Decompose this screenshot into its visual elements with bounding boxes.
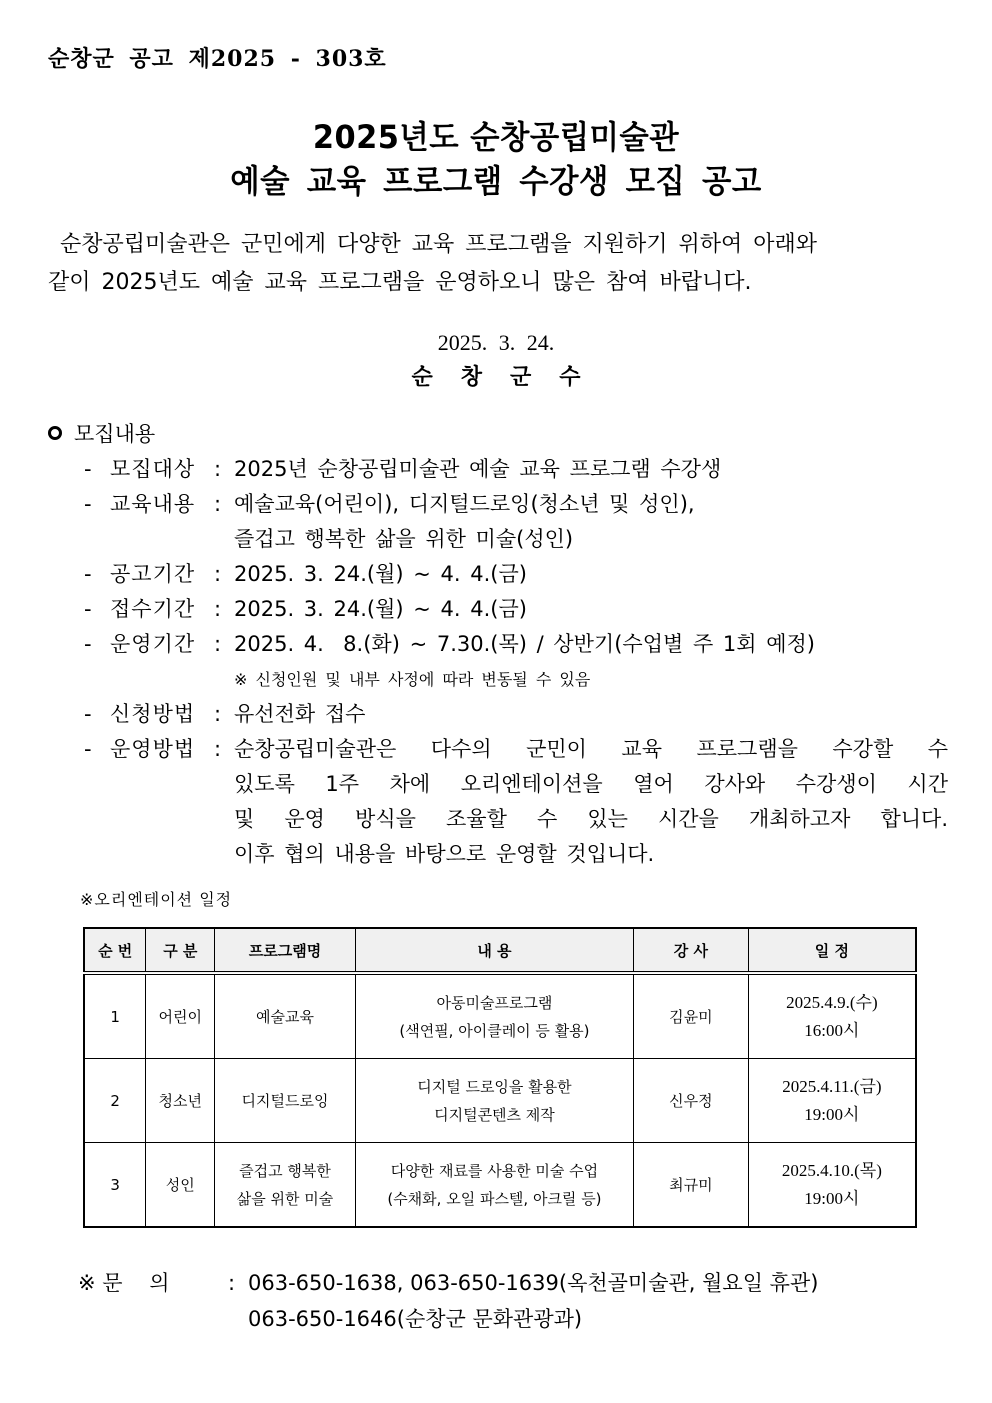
detail-value: 예술교육(어린이), 디지털드로잉(청소년 및 성인), (234, 492, 695, 516)
table-row (84, 1059, 916, 1143)
issuer: 순창군수 (411, 365, 609, 390)
colon: : (214, 632, 222, 656)
schedule-label: ※오리엔테이션 일정 (80, 890, 233, 909)
contact-info (78, 1265, 818, 1337)
detail-value: 2025. 4. 8.(화) ~ 7.30.(목) / 상반기(수업별 주 1회 예정) (234, 632, 815, 656)
detail-value: 2025. 3. 24.(월) ~ 4. 4.(금) (234, 597, 527, 621)
detail-item-application-period (84, 592, 954, 627)
detail-item-content (84, 487, 954, 557)
content-line: (수채화, 오일 파스텔, 아크릴 등) (387, 1189, 602, 1208)
notice-number: 순창군 공고 제2025 - 303호 (48, 46, 387, 72)
detail-item-operation-method (84, 732, 954, 872)
detail-item-target (84, 452, 954, 487)
intro-paragraph (48, 226, 948, 302)
content-line: 디지털 드로잉을 활용한 (417, 1077, 572, 1096)
recruitment-details (84, 452, 954, 872)
section-title: 모집내용 (74, 422, 156, 446)
page-title-line1: 2025년도 순창공립미술관 (312, 118, 680, 156)
colon: : (214, 562, 222, 586)
cell-instructor: 신우정 (634, 1059, 749, 1143)
detail-label: 운영방법 (110, 737, 196, 761)
detail-value: 유선전화 접수 (234, 702, 366, 726)
colon: : (214, 492, 222, 516)
table-row (84, 973, 916, 1059)
detail-value: 이후 협의 내용을 바탕으로 운영할 것입니다. (234, 842, 655, 866)
header-program: 프로그램명 (215, 928, 356, 973)
dash: - (84, 702, 92, 726)
program-line: 예술교육 (256, 1007, 315, 1026)
cell-content (355, 1143, 633, 1228)
cell-program (215, 973, 356, 1059)
colon: : (214, 702, 222, 726)
dash: - (84, 562, 92, 586)
header-schedule: 일 정 (748, 928, 916, 973)
contact-label: ※ 문 의 (78, 1271, 170, 1295)
intro-line1: 순창공립미술관은 군민에게 다양한 교육 프로그램을 지원하기 위하여 아래와 (60, 232, 818, 257)
section-heading (48, 418, 155, 448)
dash: - (84, 632, 92, 656)
contact-phone-line1: 063-650-1638, 063-650-1639(옥천골미술관, 월요일 휴관) (248, 1271, 819, 1295)
colon: : (228, 1271, 236, 1295)
cell-category: 어린이 (146, 973, 215, 1059)
detail-label: 운영기간 (110, 632, 196, 656)
table-header-row (84, 928, 916, 973)
header-instructor: 강 사 (634, 928, 749, 973)
cell-schedule (748, 1059, 916, 1143)
detail-value: 및 운영 방식을 조율할 수 있는 시간을 개최하고자 합니다. (234, 807, 948, 831)
cell-category: 청소년 (146, 1059, 215, 1143)
content-line: 디지털콘텐츠 제작 (434, 1105, 555, 1124)
detail-value: 2025년 순창공립미술관 예술 교육 프로그램 수강생 (234, 457, 722, 481)
detail-item-notice-period (84, 557, 954, 592)
schedule-time: 16:00시 (804, 1020, 860, 1040)
detail-value: 2025. 3. 24.(월) ~ 4. 4.(금) (234, 562, 527, 586)
orientation-schedule-table (83, 927, 917, 1228)
content-line: (색연필, 아이클레이 등 활용) (399, 1021, 590, 1040)
dash: - (84, 492, 92, 516)
detail-value: 순창공립미술관은 다수의 군민이 교육 프로그램을 수강할 수 (234, 737, 948, 761)
detail-label: 모집대상 (110, 457, 196, 481)
contact-phone-line2: 063-650-1646(순창군 문화관광과) (248, 1307, 583, 1331)
cell-content (355, 973, 633, 1059)
detail-item-application-method (84, 697, 954, 732)
intro-line2: 같이 2025년도 예술 교육 프로그램을 운영하오니 많은 참여 바랍니다. (48, 270, 752, 295)
header-category: 구 분 (146, 928, 215, 973)
program-line: 삶을 위한 미술 (236, 1189, 334, 1208)
detail-label: 신청방법 (110, 702, 196, 726)
announcement-date: 2025. 3. 24. (437, 330, 555, 355)
schedule-time: 19:00시 (804, 1104, 860, 1124)
program-line: 즐겁고 행복한 (239, 1161, 331, 1180)
cell-schedule (748, 973, 916, 1059)
content-line: 다양한 재료를 사용한 미술 수업 (390, 1161, 599, 1180)
dash: - (84, 457, 92, 481)
detail-label: 교육내용 (110, 492, 196, 516)
cell-content (355, 1059, 633, 1143)
cell-no: 1 (84, 973, 146, 1059)
schedule-date: 2025.4.11.(금) (782, 1076, 882, 1096)
colon: : (214, 737, 222, 761)
schedule-date: 2025.4.10.(목) (781, 1160, 882, 1180)
cell-instructor: 김윤미 (634, 973, 749, 1059)
detail-item-operation-period (84, 627, 954, 697)
colon: : (214, 457, 222, 481)
header-no: 순 번 (84, 928, 146, 973)
cell-program (215, 1143, 356, 1228)
detail-note: ※ 신청인원 및 내부 사정에 따라 변동될 수 있음 (234, 670, 591, 689)
schedule-date: 2025.4.9.(수) (786, 992, 878, 1012)
cell-no: 3 (84, 1143, 146, 1228)
cell-category: 성인 (146, 1143, 215, 1228)
cell-instructor: 최규미 (634, 1143, 749, 1228)
cell-no: 2 (84, 1059, 146, 1143)
dash: - (84, 597, 92, 621)
detail-value: 있도록 1주 차에 오리엔테이션을 열어 강사와 수강생이 시간 (234, 772, 948, 796)
page-title-line2: 예술 교육 프로그램 수강생 모집 공고 (230, 162, 762, 200)
table-row (84, 1143, 916, 1228)
detail-value: 즐겁고 행복한 삶을 위한 미술(성인) (234, 527, 574, 551)
cell-program (215, 1059, 356, 1143)
dash: - (84, 737, 92, 761)
detail-label: 공고기간 (110, 562, 196, 586)
content-line: 아동미술프로그램 (436, 993, 553, 1012)
schedule-time: 19:00시 (804, 1188, 860, 1208)
cell-schedule (748, 1143, 916, 1228)
detail-label: 접수기간 (110, 597, 196, 621)
header-content: 내 용 (355, 928, 633, 973)
circle-bullet-icon (48, 426, 62, 440)
program-line: 디지털드로잉 (241, 1091, 329, 1110)
colon: : (214, 597, 222, 621)
